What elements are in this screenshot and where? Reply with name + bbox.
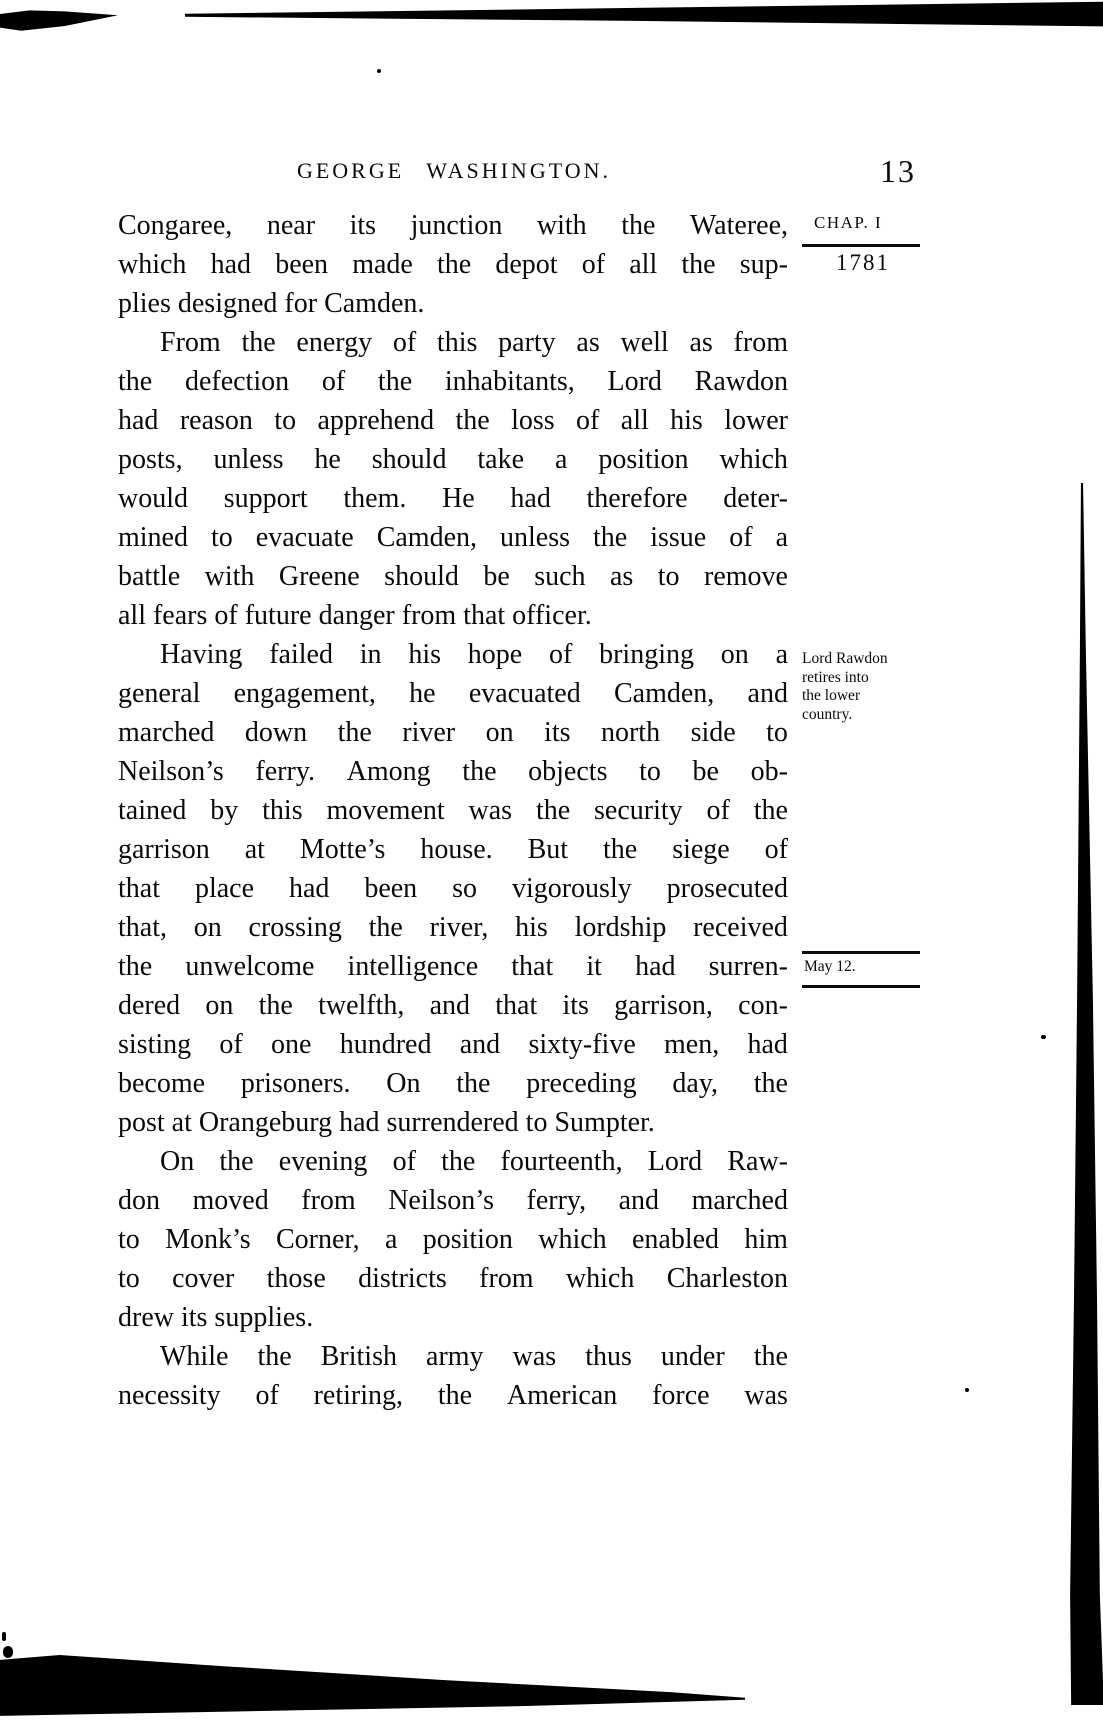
text-line: On the evening of the fourteenth, Lord Raw- <box>160 1146 788 1177</box>
paragraph <box>118 1337 788 1415</box>
text-line: battle with Greene should be such as to remove <box>118 561 788 592</box>
paragraph <box>118 206 788 323</box>
text-line: Having failed in his hope of bringing on a <box>160 639 788 670</box>
text-line: Congaree, near its junction with the Wateree, <box>118 210 788 241</box>
text-line: mined to evacuate Camden, unless the issue of a <box>118 522 788 553</box>
text-line: garrison at Motte’s house. But the siege of <box>118 834 788 865</box>
text-line: posts, unless he should take a position which <box>118 444 788 475</box>
text-line: that, on crossing the river, his lordship received <box>118 912 788 943</box>
text-line: plies designed for Camden. <box>118 288 425 319</box>
text-line: sisting of one hundred and sixty-five men, had <box>118 1029 788 1060</box>
text-line: the unwelcome intelligence that it had surren- <box>118 951 788 982</box>
text-line: dered on the twelfth, and that its garrison, con- <box>118 990 788 1021</box>
text-line: drew its supplies. <box>118 1302 314 1333</box>
text-line: Neilson’s ferry. Among the objects to be ob- <box>118 756 788 787</box>
paragraph <box>118 1142 788 1337</box>
text-line: general engagement, he evacuated Camden, and <box>118 678 788 709</box>
scan-artifact-bottom-wedge <box>0 1648 745 1718</box>
text-line: tained by this movement was the security of the <box>118 795 788 826</box>
running-header: GEORGE WASHINGTON. <box>296 158 612 183</box>
text-line: post at Orangeburg had surrendered to Sumpter. <box>118 1107 655 1138</box>
side-note-date: May 12. <box>804 958 856 975</box>
side-note-line: retires into <box>802 668 869 686</box>
text-line: the defection of the inhabitants, Lord Rawdon <box>118 366 788 397</box>
scan-artifact-speck <box>2 1632 6 1641</box>
scan-artifact-dot <box>1041 1035 1046 1039</box>
text-line: which had been made the depot of all the sup- <box>118 249 788 280</box>
text-line: become prisoners. On the preceding day, the <box>118 1068 788 1099</box>
text-line: marched down the river on its north side to <box>118 717 788 748</box>
date-note-rule-bottom <box>802 985 920 988</box>
paragraph <box>118 323 788 635</box>
text-line: While the British army was thus under the <box>160 1341 788 1372</box>
scan-artifact-speck <box>3 1646 13 1658</box>
text-line: that place had been so vigorously prosecuted <box>118 873 788 904</box>
year-label: 1781 <box>836 250 890 275</box>
scan-artifact-top-left <box>0 8 118 32</box>
scan-artifact-dot <box>965 1388 969 1392</box>
paragraph <box>118 635 788 1142</box>
text-line: had reason to apprehend the loss of all his lower <box>118 405 788 436</box>
text-line: all fears of future danger from that officer. <box>118 600 592 631</box>
chapter-rule <box>802 244 920 247</box>
side-note-rawdon <box>802 650 932 724</box>
text-line: to Monk’s Corner, a position which enabled him <box>118 1224 788 1255</box>
scan-artifact-right-bar <box>1068 483 1103 1705</box>
text-line: would support them. He had therefore deter- <box>118 483 788 514</box>
text-line: to cover those districts from which Charleston <box>118 1263 788 1294</box>
body-text <box>118 206 788 1415</box>
chapter-label: CHAP. I <box>814 213 883 232</box>
text-line: don moved from Neilson’s ferry, and marched <box>118 1185 788 1216</box>
scan-artifact-top-band <box>185 0 1103 30</box>
scan-artifact-dot <box>377 69 381 73</box>
date-note-rule-top <box>802 951 920 954</box>
text-line: From the energy of this party as well as from <box>160 327 788 358</box>
side-note-line: country. <box>802 705 853 723</box>
side-note-line: the lower <box>802 687 861 704</box>
side-note-line: Lord Rawdon <box>802 650 888 667</box>
page-number: 13 <box>880 153 916 189</box>
text-line: necessity of retiring, the American force was <box>118 1380 788 1411</box>
